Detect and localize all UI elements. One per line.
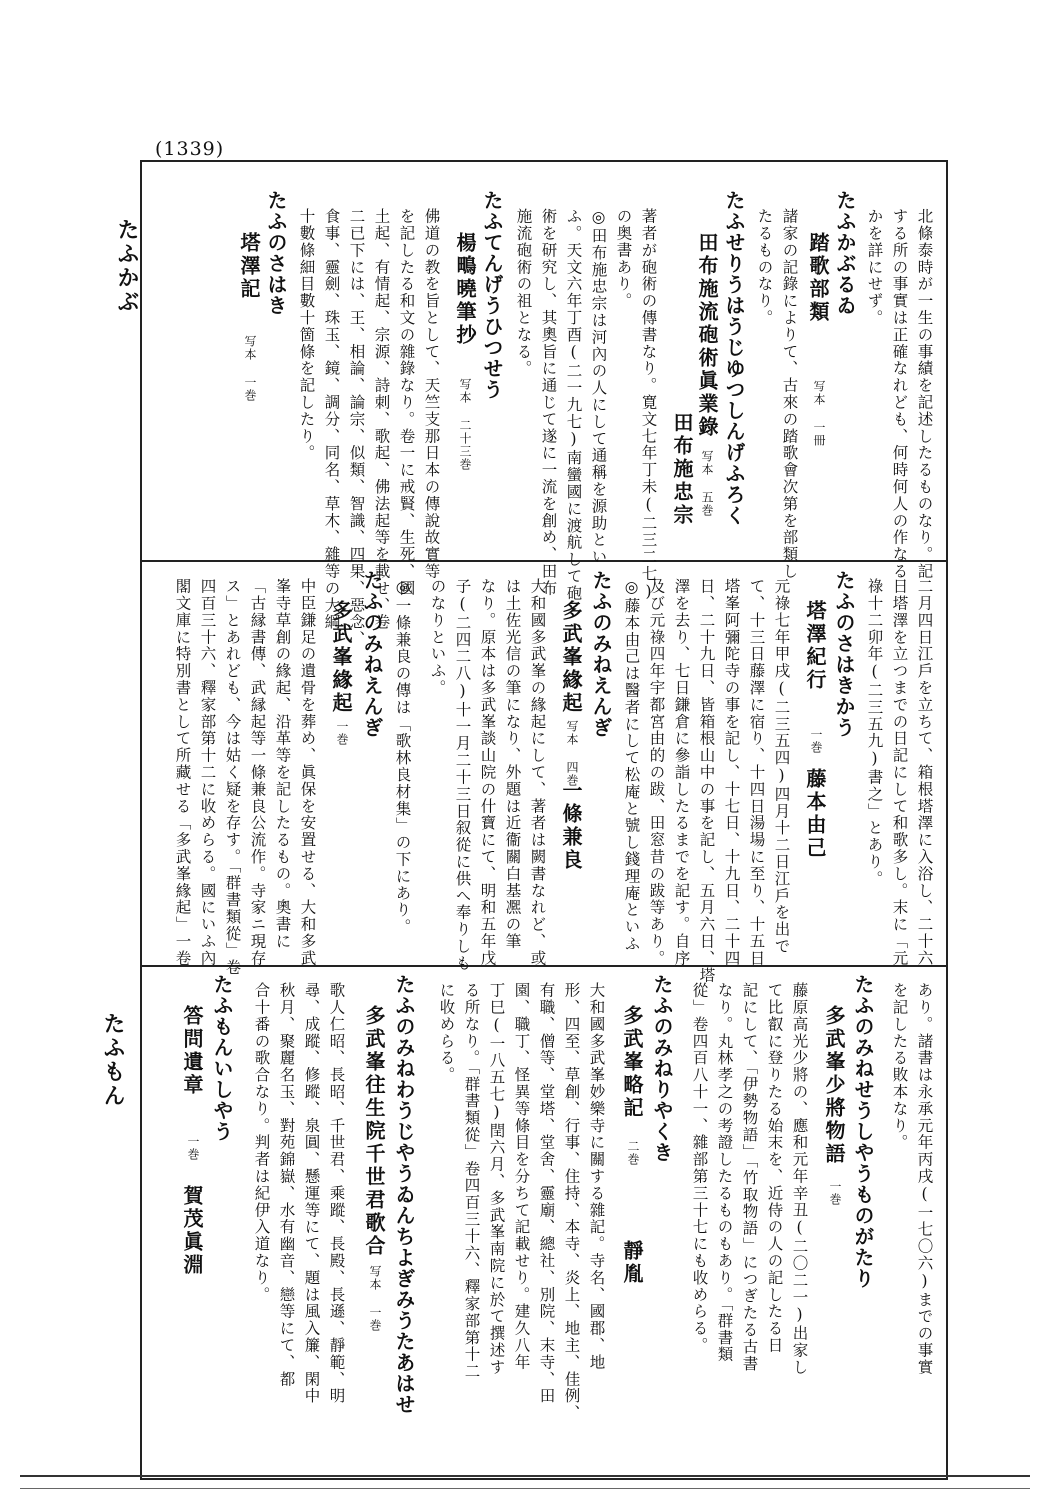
entry-volumes: 写本 一巻 <box>368 1265 382 1332</box>
entry-text: る所なり。「群書類從」卷四百三十六、釋家部第十二 <box>462 982 481 1380</box>
entry-text: 從」卷四百八十一、雜部第三十七にも收めらる。 <box>690 982 709 1354</box>
entry-heading: たふせりうはうじゆつしんげふろく <box>722 190 746 526</box>
entry-text: 著者が砲術の傳書なり。寛文七年丁未(二三二七) <box>639 208 658 602</box>
middle-line-3: 祿十二卯年(二三五九)書之」とあり。 <box>865 578 884 888</box>
entry-volumes: 一巻 <box>828 1180 842 1206</box>
entry-text: 澤を去り、七日鎌倉に參詣したるまでを記す。自序 <box>672 578 691 967</box>
entry-text: 尋、成蹤、修蹤、泉圓、懸運等にて、題は風入簾、閑中 <box>302 982 321 1405</box>
entry-text: を記したる和文の雜錄なり。卷一に戒賢、生死、國 <box>397 208 416 597</box>
entry-text: 丁巳(一八五七)閏六月、多武峯南院に於て撰述す <box>487 982 506 1376</box>
entry-text: 術を研究し、其奧旨に通じて遂に一流を創め、田布 <box>539 208 558 597</box>
entry-text: ◎藤本由己は醫者にして松庵と號し錢理庵といふ <box>622 578 641 953</box>
entry-heading: たふかぶるゐ <box>833 190 857 316</box>
entry-text: ◎田布施忠宗は河內の人にして通稱を源助とい <box>589 208 608 566</box>
lower-line-1: あり。諸書は永承元年丙戌(一七〇六)までの事實 <box>915 982 934 1376</box>
entry-text: 日、二十九日、皆箱根山中の事を記し、五月六日、塔 <box>697 578 716 984</box>
entry-text: 四百三十六、釋家部第十二に收めらる。國にいふ內 <box>198 578 217 967</box>
entry-volumes: 写本 四巻 <box>565 720 579 787</box>
entry-text: 峯寺草創の緣起、沿革等を記したるもの。奧書に <box>273 578 292 950</box>
entry-text: 合十番の歌合なり。判者は紀伊入道なり。 <box>252 982 271 1304</box>
entry-volumes: 一巻 <box>186 1135 200 1161</box>
entry-text: 藤原高光少將の、應和元年辛丑(二〇二一)出家し <box>790 982 809 1376</box>
entry-text: は土佐光信の筆になり、外題は近衞關白基凞の筆 <box>503 578 522 950</box>
lower-line-2: を記したる敗本なり。 <box>890 982 909 1151</box>
entry-text: 秋月、聚麗名玉、對苑錦嶽、水有幽音、戀等にて、都 <box>277 982 296 1388</box>
page-number: (1339) <box>155 138 225 160</box>
entry-text: 食事、靈劍、珠玉、鏡、調分、同名、草木、雜等の大綱 <box>322 208 341 631</box>
entry-text: に收めらる。 <box>437 982 456 1084</box>
entry-title: 多武峯略記 <box>620 1005 644 1120</box>
entry-heading: たふのみねえんぎ <box>360 570 384 738</box>
upper-line-2: する所の事實は正確なれども、何時何人の作なる <box>890 208 909 580</box>
entry-text: ふ。天文六年丁酉(二一九七)南蠻國に渡航して砲 <box>564 208 583 602</box>
entry-author: 藤本由己 <box>803 768 827 860</box>
entry-author: 田布施忠宗 <box>670 412 694 527</box>
entry-text: 有職、僧等、堂塔、堂舍、靈廟、總社、別院、末寺、田 <box>537 982 556 1405</box>
entry-heading: たふてんげうひつせう <box>480 190 504 400</box>
entry-volumes: 写本 五巻 <box>700 450 714 517</box>
entry-title: 踏歌部類 <box>806 232 830 324</box>
entry-text: 施流砲術の祖となる。 <box>514 208 533 377</box>
entry-text: 形、四至、草創、行事、住持、本寺、炎上、地主、佳例、 <box>562 982 581 1422</box>
entry-text: 塔峯阿彌陀寺の事を記し、十七日、十九日、二十四 <box>722 578 741 967</box>
entry-author: 一條兼良 <box>559 780 583 872</box>
entry-text: たるものなり。 <box>755 208 774 327</box>
entry-text: 及び元祿四年宇都宮由的の跋、田窓昔の跋等あり。 <box>647 578 666 967</box>
entry-title: 楊鴫曉筆抄 <box>453 232 477 347</box>
entry-volumes: 一巻 <box>335 720 349 746</box>
entry-title: 田布施流砲術眞業錄 <box>695 232 719 439</box>
entry-text: 大和國多武峯妙樂寺に關する雜記。寺名、國郡、地 <box>587 982 606 1371</box>
entry-text: ス」とあれども、今は姑く疑を存す。「群書類從」卷 <box>223 578 242 976</box>
entry-text: 中臣鎌足の遺骨を葬め、眞保を安置せる、大和多武 <box>298 578 317 967</box>
entry-title: 塔澤紀行 <box>803 600 827 692</box>
index-tab-tafukabu: たふかぶ <box>114 218 140 314</box>
entry-text: のなりといふ。 <box>428 578 447 697</box>
entry-text: 閣文庫に特別書として所藏せる「多武峯緣起」一卷 <box>173 578 192 967</box>
entry-text: 大和國多武峯の緣起にして、著者は闕書なれど、或 <box>528 578 547 967</box>
index-tab-tafumon: たふもん <box>100 1012 126 1108</box>
entry-volumes: 一巻 <box>809 728 823 754</box>
entry-title: 答問遺章 <box>180 1005 204 1097</box>
entry-author: 靜胤 <box>620 1240 644 1286</box>
entry-text: なり。丸林孝之の考證したるものもあり。「群書類 <box>715 982 734 1363</box>
entry-heading: たふのみねわうじやうゐんちよぎみうたあはせ <box>392 974 416 1415</box>
upper-line-1: 北條泰時が一生の事績を記述したるものなり。記 <box>915 208 934 580</box>
entry-volumes: 写本 一巻 <box>243 335 257 402</box>
entry-text: なり。原本は多武峯談山院の什寶にて、明和五年戊 <box>478 578 497 967</box>
entry-text: 諸家の記錄によりて、古來の踏歌會次第を部類し <box>780 208 799 580</box>
page-bottom-rule-thin <box>20 1488 1030 1489</box>
entry-text: 十數條細目數十箇條を記したり。 <box>297 208 316 462</box>
entry-text: 二已下には、王、相論、論宗、似類、智識、四果、惡念、 <box>347 208 366 648</box>
entry-volumes: 二巻 <box>626 1140 640 1166</box>
entry-text: 記にして、「伊勢物語」「竹取物語」につぎたる古書 <box>740 982 759 1373</box>
middle-line-1: 二月四日江戶を立ちて、箱根塔澤に入浴し、二十六 <box>915 578 934 967</box>
entry-text: 土起、有情起、宗源、詩刺、歌起、佛法起等を載せ、卷 <box>372 208 391 631</box>
entry-heading: たふのみねりやくき <box>650 974 674 1163</box>
entry-volumes: 写本 一冊 <box>812 380 826 447</box>
entry-text: 歌人仁昭、長昭、千世君、乘蹤、長殿、長遜、靜範、明 <box>327 982 346 1405</box>
entry-heading: たふのみねせうしやうものがたり <box>851 974 875 1289</box>
middle-line-2: 日塔澤を立つまでの日記にして和歌多し。末に「元 <box>890 578 909 967</box>
entry-text: て比叡に登りたる始末を、近侍の人の記したる日 <box>765 982 784 1354</box>
entry-text: 「古縁書傳、武縁起等一條兼良公流作。寺家ニ現存 <box>248 578 267 967</box>
entry-text: 園、職丁、怪異等條目を分ちて記載せり。建久八年 <box>512 982 531 1371</box>
entry-title: 塔澤記 <box>237 232 261 301</box>
entry-text: 佛道の教を旨として、天竺支那日本の傳說故實等 <box>422 208 441 580</box>
entry-heading: たふもんいしやう <box>210 974 234 1142</box>
entry-text: て、十三日藤澤に宿り、十四日湯場に至り、十五日 <box>747 578 766 967</box>
entry-title: 多武峯少將物語 <box>822 1005 846 1166</box>
entry-text: ◎一條兼良の傳は「歌林良材集」の下にあり。 <box>393 578 412 936</box>
entry-author: 賀茂眞淵 <box>180 1185 204 1277</box>
entry-heading: たふのみねえんぎ <box>589 570 613 738</box>
entry-heading: たふのさはきかう <box>832 570 856 738</box>
entry-title: 多武峯往生院千世君歌合 <box>362 1005 386 1258</box>
entry-text: 元祿七年甲戌(二三五四)四月十二日江戶を出で <box>772 578 791 955</box>
page-bottom-rule <box>20 1475 1030 1477</box>
entry-title: 多武峯緣起 <box>329 600 353 715</box>
entry-text: 子(二四二八)十一月二十三日叙從に供へ奉りしも <box>453 578 472 972</box>
entry-heading: たふのさはき <box>264 190 288 316</box>
entry-text: の奥書あり。 <box>614 208 633 310</box>
entry-title: 多武峯緣起 <box>559 600 583 715</box>
entry-volumes: 写本 二十三巻 <box>458 378 472 471</box>
upper-line-3: かを詳にせず。 <box>865 208 884 327</box>
